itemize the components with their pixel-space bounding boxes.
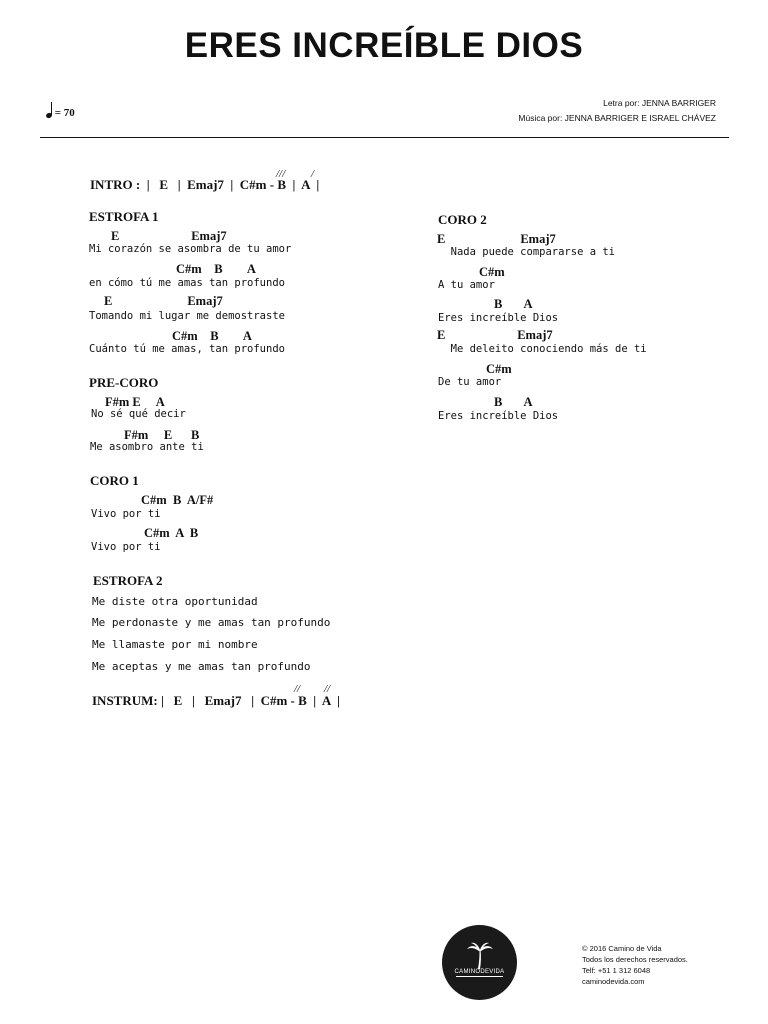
coro2-lyric-1: Nada puede compararse a ti [438,246,616,258]
instrum-slash-marks-2: // [324,683,331,695]
coro2-lyric-3: Eres increíble Dios [438,312,559,324]
estrofa2-lyric-3: Me llamaste por mi nombre [92,638,258,651]
coro1-chords-2: C#m A B [144,526,199,540]
coro2-lyric-4: Me deleito conociendo más de ti [438,343,647,355]
palm-tree-icon [466,941,494,971]
logo-underline [456,976,503,977]
instrum-section [92,693,340,709]
instrum-slash-marks-1: // [294,683,301,695]
footer-copyright: © 2016 Camino de Vida [582,944,662,953]
coro2-chords-2: C#m [479,265,505,279]
music-credit: Música por: JENNA BARRIGER E ISRAEL CHÁVEZ [518,113,716,123]
coro1-lyric-2: Vivo por ti [91,541,161,553]
tempo-value: = 70 [54,107,75,119]
precoro-lyric-1: No sé qué decir [91,408,186,420]
footer-rights: Todos los derechos reservados. [582,955,688,964]
coro2-chords-5: C#m [486,362,512,376]
estrofa1-chords-1: E Emaj7 [111,229,227,243]
intro-slash-marks-1: /// [276,168,286,180]
footer-phone: Telf: +51 1 312 6048 [582,966,651,975]
estrofa1-chords-4: C#m B A [172,329,252,343]
coro1-chords-1: C#m B A/F# [141,493,214,507]
precoro-chords-2: F#m E B [124,428,200,442]
estrofa2-lyric-2: Me perdonaste y me amas tan profundo [92,616,331,629]
estrofa1-label: ESTROFA 1 [89,209,159,224]
header-divider [40,137,729,138]
precoro-lyric-2: Me asombro ante ti [90,441,204,453]
coro2-label: CORO 2 [438,212,487,227]
coro2-chords-4: E Emaj7 [437,328,553,342]
intro-section [90,177,319,193]
tempo-marking [46,102,75,119]
intro-label: INTRO : [90,177,141,192]
estrofa1-chords-3: E Emaj7 [104,294,223,308]
coro2-lyric-5: De tu amor [438,376,502,388]
instrum-label: INSTRUM: [92,693,158,708]
coro2-chords-1: E Emaj7 [437,232,556,246]
estrofa1-chords-2: C#m B A [176,262,256,276]
coro2-lyric-6: Eres increíble Dios [438,410,559,422]
coro2-chords-6: B A [494,395,533,409]
estrofa2-label: ESTROFA 2 [93,573,163,588]
logo-wordmark: CAMINODEVIDA [454,969,505,975]
intro-slash-marks-2: / [311,168,315,180]
estrofa1-lyric-3: Tomando mi lugar me demostraste [89,310,285,322]
instrum-chords: | E | Emaj7 | C#m - B | A | [160,693,340,708]
camino-de-vida-logo [442,925,517,1000]
estrofa2-lyric-1: Me diste otra oportunidad [92,595,258,608]
intro-chords: | E | Emaj7 | C#m - B | A | [146,177,320,192]
coro1-label: CORO 1 [90,473,139,488]
estrofa2-lyric-4: Me aceptas y me amas tan profundo [92,660,311,673]
coro1-lyric-1: Vivo por ti [91,508,161,520]
song-title: ERES INCREÍBLE DIOS [184,26,584,65]
quarter-note-icon [46,107,52,119]
precoro-chords-1: F#m E A [105,395,165,409]
lyrics-credit: Letra por: JENNA BARRIGER [603,98,716,108]
coro2-chords-3: B A [494,297,533,311]
estrofa1-lyric-2: en cómo tú me amas tan profundo [89,277,285,289]
estrofa1-lyric-1: Mi corazón se asombra de tu amor [89,243,292,255]
estrofa1-lyric-4: Cuánto tú me amas, tan profundo [89,343,285,355]
precoro-label: PRE-CORO [89,375,159,390]
footer-website: caminodevida.com [582,977,645,986]
coro2-lyric-2: A tu amor [438,279,495,291]
